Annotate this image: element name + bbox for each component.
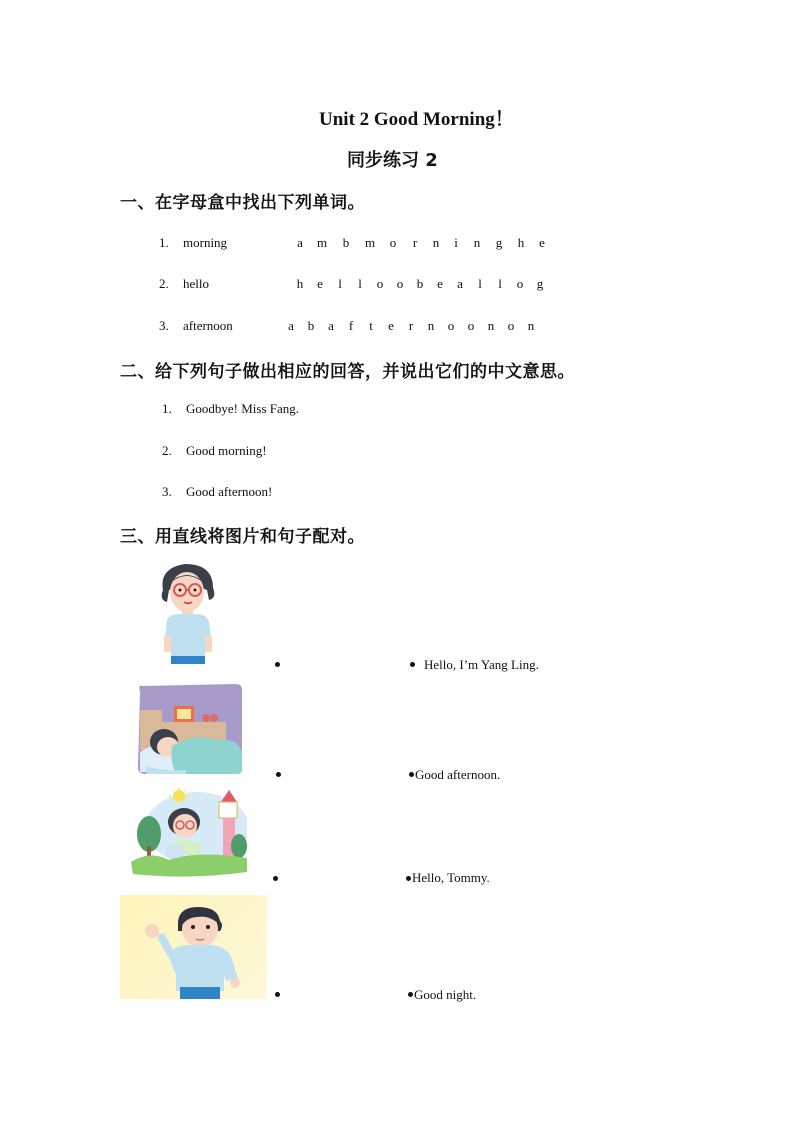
letter: n bbox=[527, 318, 535, 333]
letter: e bbox=[539, 235, 545, 250]
letter: g bbox=[495, 235, 503, 250]
target-word: morning bbox=[183, 235, 228, 250]
letter: a bbox=[297, 235, 303, 250]
response-item-2 bbox=[162, 443, 267, 459]
item-text: Good afternoon! bbox=[186, 484, 273, 499]
sentence-1-dot[interactable] bbox=[410, 662, 415, 667]
letter: r bbox=[412, 235, 418, 250]
letter: a bbox=[328, 318, 334, 333]
letter: r bbox=[408, 318, 414, 333]
letter: h bbox=[296, 276, 304, 291]
letter: e bbox=[388, 318, 394, 333]
section-3-heading: 三、用直线将图片和句子配对。 bbox=[120, 527, 365, 547]
letter: o bbox=[396, 276, 404, 291]
letter: b bbox=[342, 235, 350, 250]
letter: t bbox=[369, 318, 373, 333]
letter: e bbox=[317, 276, 323, 291]
letter-box-1 bbox=[290, 235, 552, 251]
sentence-1: Hello, I’m Yang Ling. bbox=[424, 657, 539, 672]
letter: a bbox=[457, 276, 463, 291]
page-title: Unit 2 Good Morning！ bbox=[319, 109, 514, 130]
letter: o bbox=[467, 318, 475, 333]
target-word: afternoon bbox=[183, 318, 233, 333]
letter: l bbox=[498, 276, 502, 291]
letter: l bbox=[358, 276, 362, 291]
girl-sleeping-in-bed-picture bbox=[136, 682, 244, 775]
item-text: Goodbye! Miss Fang. bbox=[186, 401, 300, 416]
letter: f bbox=[348, 318, 354, 333]
letter: o bbox=[447, 318, 455, 333]
letter: o bbox=[516, 276, 524, 291]
letter: o bbox=[507, 318, 515, 333]
sentence-2: Good afternoon. bbox=[415, 767, 501, 782]
sentence-3-dot[interactable] bbox=[406, 876, 411, 881]
target-word: hello bbox=[183, 276, 209, 291]
letter: h bbox=[517, 235, 525, 250]
letter-box-3 bbox=[281, 318, 541, 334]
sentence-3: Hello, Tommy. bbox=[412, 870, 490, 885]
word-item-2 bbox=[159, 276, 209, 292]
letter: b bbox=[307, 318, 315, 333]
letter: l bbox=[338, 276, 342, 291]
letter: n bbox=[427, 318, 435, 333]
letter: e bbox=[437, 276, 443, 291]
word-item-3 bbox=[159, 318, 233, 334]
girl-in-garden-picture bbox=[129, 788, 247, 878]
letter: b bbox=[416, 276, 424, 291]
boy-waving-picture bbox=[120, 895, 267, 999]
letter: n bbox=[473, 235, 481, 250]
letter: o bbox=[389, 235, 397, 250]
item-number: 1. bbox=[162, 401, 172, 416]
sentence-2-dot[interactable] bbox=[409, 772, 414, 777]
word-item-1 bbox=[159, 235, 227, 251]
letter: o bbox=[376, 276, 384, 291]
letter: m bbox=[364, 235, 376, 250]
letter: l bbox=[478, 276, 482, 291]
picture-1-dot[interactable] bbox=[275, 662, 280, 667]
sentence-4-dot[interactable] bbox=[408, 992, 413, 997]
picture-2-dot[interactable] bbox=[276, 772, 281, 777]
page-subtitle: 同步练习 2 bbox=[347, 150, 438, 171]
item-number: 2. bbox=[159, 276, 169, 291]
picture-4-dot[interactable] bbox=[275, 992, 280, 997]
section-1-heading: 一、在字母盒中找出下列单词。 bbox=[120, 193, 365, 213]
letter: i bbox=[454, 235, 458, 250]
letter: g bbox=[536, 276, 544, 291]
sentence-4: Good night. bbox=[414, 987, 477, 1002]
picture-3-dot[interactable] bbox=[273, 876, 278, 881]
letter: n bbox=[487, 318, 495, 333]
item-number: 3. bbox=[162, 484, 172, 499]
girl-with-glasses-picture bbox=[155, 560, 220, 666]
response-item-3 bbox=[162, 484, 272, 500]
item-number: 3. bbox=[159, 318, 169, 333]
section-2-heading: 二、给下列句子做出相应的回答，并说出它们的中文意思。 bbox=[120, 362, 575, 382]
letter: m bbox=[316, 235, 328, 250]
response-item-1 bbox=[162, 401, 299, 417]
letter: a bbox=[288, 318, 294, 333]
item-number: 2. bbox=[162, 443, 172, 458]
item-text: Good morning! bbox=[186, 443, 267, 458]
letter: n bbox=[432, 235, 440, 250]
item-number: 1. bbox=[159, 235, 169, 250]
letter-box-2 bbox=[290, 276, 550, 292]
